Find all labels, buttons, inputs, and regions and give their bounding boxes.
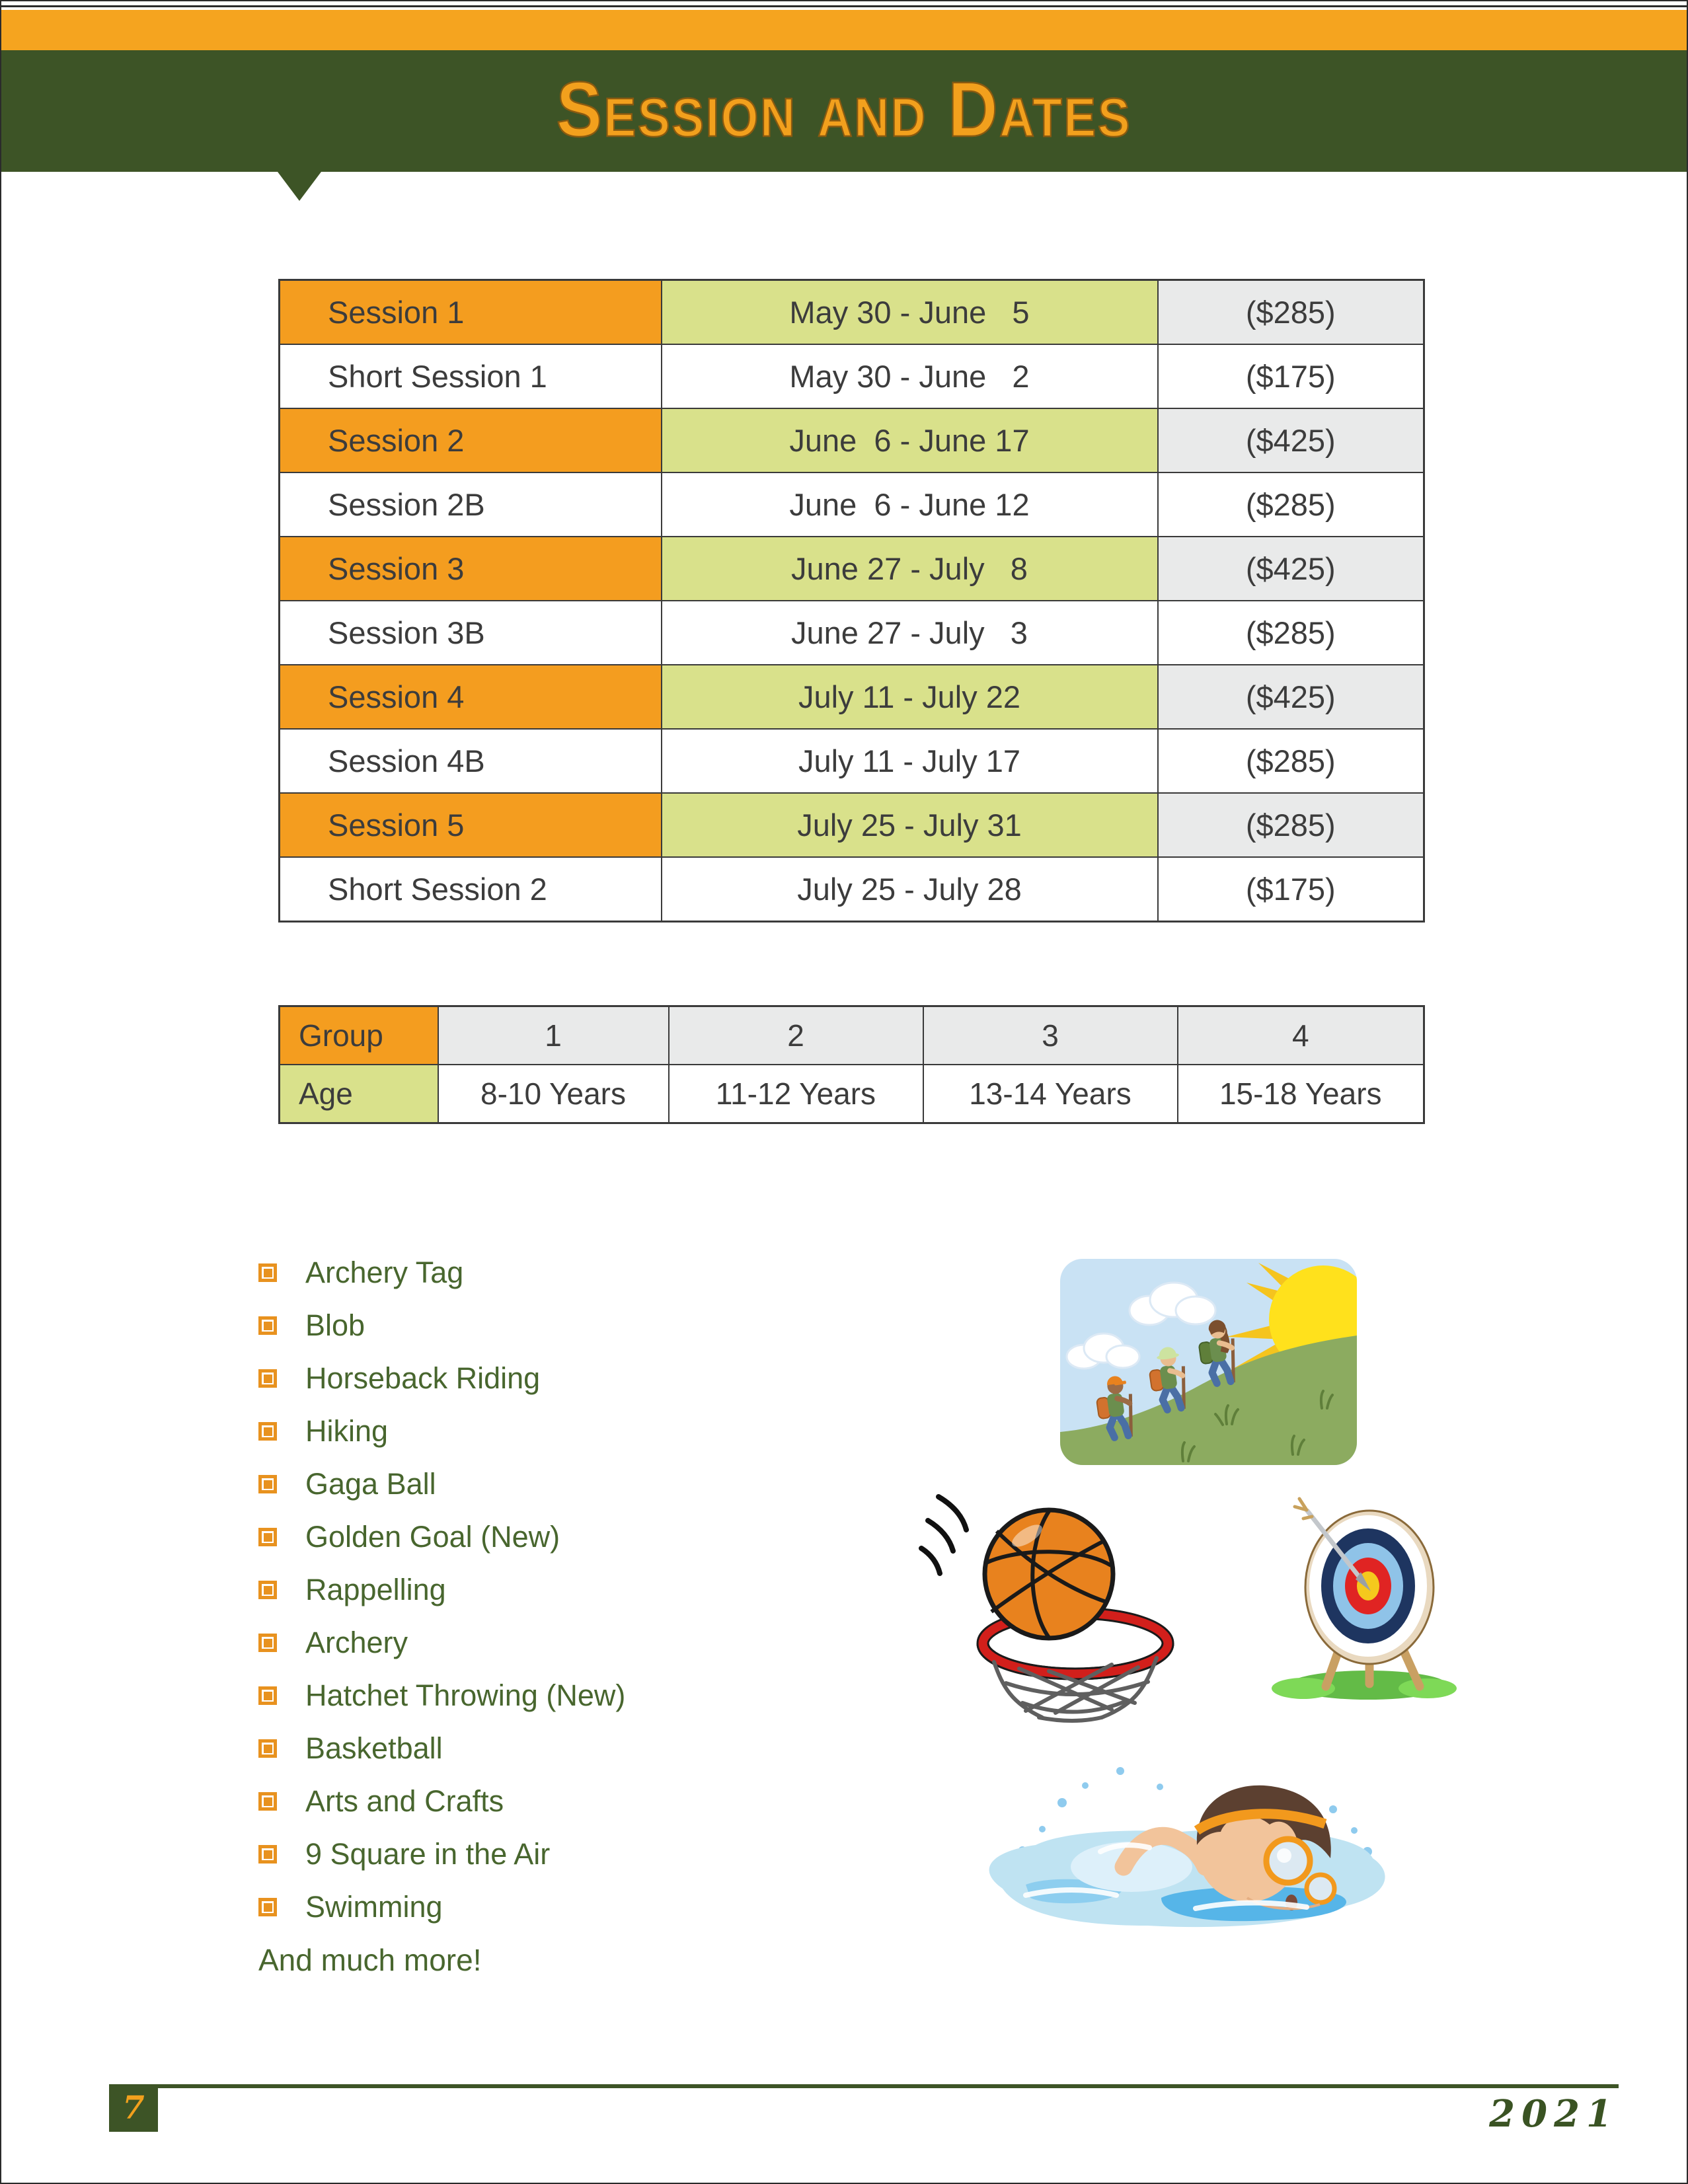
session-name: Session 4 — [280, 665, 662, 729]
activity-label: Blob — [305, 1308, 365, 1342]
age-row-label: Age — [280, 1065, 438, 1123]
session-price: ($175) — [1158, 344, 1424, 408]
basketball-illustration — [913, 1485, 1178, 1724]
activity-label: Golden Goal (New) — [305, 1520, 560, 1554]
activity-label: Basketball — [305, 1731, 443, 1765]
square-bullet-icon — [258, 1475, 277, 1493]
table-row — [280, 1065, 1424, 1123]
session-price: ($285) — [1158, 793, 1424, 857]
activity-label: Hatchet Throwing (New) — [305, 1678, 626, 1712]
and-much-more-text: And much more! — [258, 1943, 482, 1977]
list-item — [258, 1458, 625, 1511]
square-bullet-icon — [258, 1369, 277, 1388]
session-name: Short Session 2 — [280, 857, 662, 922]
footer-page-tab — [109, 2084, 158, 2132]
session-dates: July 11 - July 17 — [662, 729, 1158, 793]
group-number: 1 — [438, 1006, 669, 1065]
age-range: 11-12 Years — [669, 1065, 923, 1123]
activity-label: Archery Tag — [305, 1256, 464, 1289]
table-row — [280, 857, 1424, 922]
square-bullet-icon — [258, 1792, 277, 1811]
group-age-table — [278, 1005, 1425, 1124]
page-title: Session and Dates — [556, 66, 1132, 153]
square-bullet-icon — [258, 1422, 277, 1441]
session-dates: July 11 - July 22 — [662, 665, 1158, 729]
session-dates: June 6 - June 12 — [662, 472, 1158, 537]
list-item — [258, 1828, 625, 1881]
session-name: Session 2 — [280, 408, 662, 472]
header-notch — [278, 172, 321, 201]
session-price: ($285) — [1158, 472, 1424, 537]
session-dates: May 30 - June 2 — [662, 344, 1158, 408]
table-row — [280, 472, 1424, 537]
session-dates: June 27 - July 8 — [662, 537, 1158, 601]
table-row — [280, 601, 1424, 665]
group-number: 4 — [1178, 1006, 1424, 1065]
square-bullet-icon — [258, 1845, 277, 1864]
list-item — [258, 1246, 625, 1299]
square-bullet-icon — [258, 1686, 277, 1705]
session-dates: July 25 - July 28 — [662, 857, 1158, 922]
session-price: ($425) — [1158, 665, 1424, 729]
session-dates: June 27 - July 3 — [662, 601, 1158, 665]
session-price: ($285) — [1158, 601, 1424, 665]
page-number: 7 — [122, 2090, 145, 2127]
square-bullet-icon — [258, 1739, 277, 1758]
activity-label: Hiking — [305, 1414, 389, 1448]
activity-label: Archery — [305, 1626, 408, 1659]
activity-label: Rappelling — [305, 1573, 446, 1606]
list-item — [258, 1722, 625, 1775]
list-item — [258, 1881, 625, 1934]
session-dates: May 30 - June 5 — [662, 280, 1158, 345]
session-name: Session 2B — [280, 472, 662, 537]
group-number: 3 — [923, 1006, 1178, 1065]
activity-label: Swimming — [305, 1890, 443, 1924]
table-row — [280, 729, 1424, 793]
list-item — [258, 1775, 625, 1828]
table-row — [280, 537, 1424, 601]
session-name: Session 1 — [280, 280, 662, 345]
table-row — [280, 408, 1424, 472]
session-dates: June 6 - June 17 — [662, 408, 1158, 472]
square-bullet-icon — [258, 1316, 277, 1335]
group-row-label: Group — [280, 1006, 438, 1065]
session-name: Session 5 — [280, 793, 662, 857]
list-item — [258, 1511, 625, 1563]
list-item — [258, 1405, 625, 1458]
age-range: 15-18 Years — [1178, 1065, 1424, 1123]
table-row — [280, 665, 1424, 729]
session-price: ($285) — [1158, 729, 1424, 793]
activities-list — [258, 1246, 625, 1986]
list-item — [258, 1299, 625, 1352]
footer-rule — [109, 2084, 1619, 2088]
session-name: Session 4B — [280, 729, 662, 793]
table-row — [280, 280, 1424, 345]
activity-label: Gaga Ball — [305, 1467, 436, 1501]
session-price: ($425) — [1158, 408, 1424, 472]
session-name: Session 3B — [280, 601, 662, 665]
square-bullet-icon — [258, 1581, 277, 1599]
swimming-illustration — [963, 1731, 1402, 1944]
activity-label: Horseback Riding — [305, 1361, 541, 1395]
archery-target-illustration — [1270, 1487, 1462, 1700]
table-row — [280, 344, 1424, 408]
square-bullet-icon — [258, 1898, 277, 1916]
square-bullet-icon — [258, 1528, 277, 1546]
footer-year: 2021 — [1489, 2092, 1619, 2136]
header-orange-band — [1, 10, 1687, 50]
list-item — [258, 1616, 625, 1669]
square-bullet-icon — [258, 1634, 277, 1652]
list-item — [258, 1563, 625, 1616]
square-bullet-icon — [258, 1263, 277, 1282]
age-range: 13-14 Years — [923, 1065, 1178, 1123]
table-row — [280, 793, 1424, 857]
hiking-illustration — [1060, 1259, 1357, 1465]
sessions-table — [278, 279, 1425, 923]
session-price: ($425) — [1158, 537, 1424, 601]
age-range: 8-10 Years — [438, 1065, 669, 1123]
group-number: 2 — [669, 1006, 923, 1065]
activity-label: Arts and Crafts — [305, 1784, 504, 1818]
list-item — [258, 1669, 625, 1722]
session-name: Session 3 — [280, 537, 662, 601]
list-item — [258, 1352, 625, 1405]
session-price: ($175) — [1158, 857, 1424, 922]
activity-label: 9 Square in the Air — [305, 1837, 551, 1871]
top-rule — [1, 5, 1687, 7]
session-price: ($285) — [1158, 280, 1424, 345]
session-name: Short Session 1 — [280, 344, 662, 408]
table-row — [280, 1006, 1424, 1065]
session-dates: July 25 - July 31 — [662, 793, 1158, 857]
